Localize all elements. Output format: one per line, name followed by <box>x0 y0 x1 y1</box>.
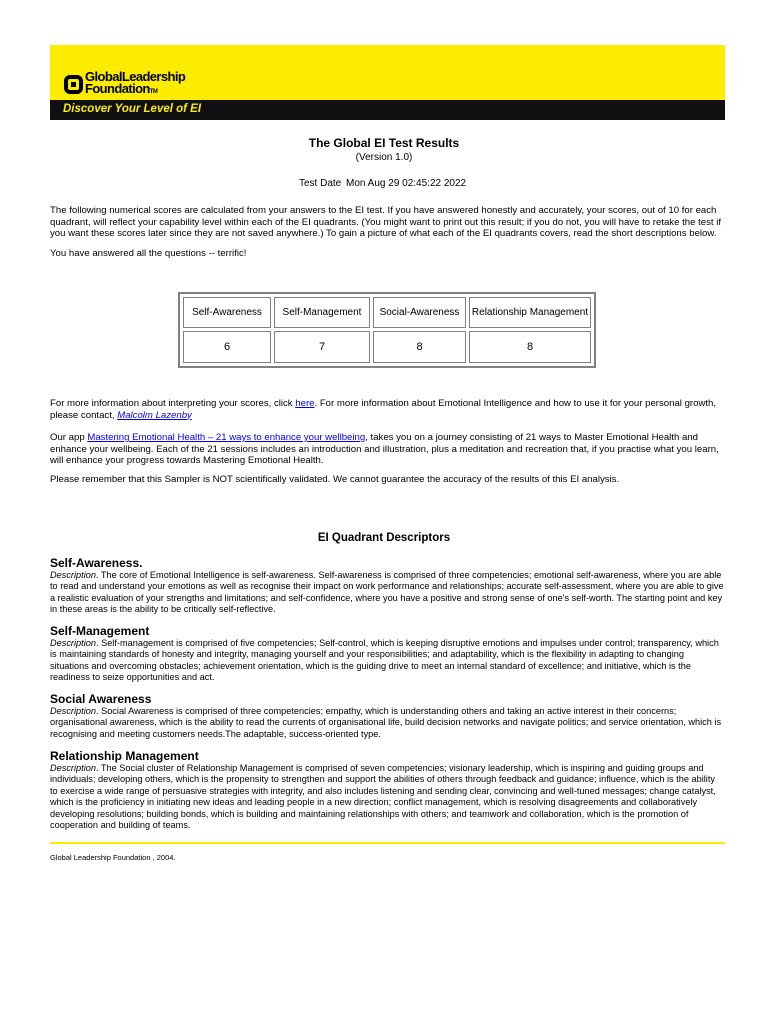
glf-logo <box>64 71 185 98</box>
heading-self-awareness: Self-Awareness. <box>50 556 143 570</box>
info-text-2: . For more information about Emotional Intelligence and how to use it for your personal growth, please contact, <box>50 398 717 421</box>
scores-header-row <box>183 297 591 328</box>
footer-divider <box>50 842 725 844</box>
scores-table <box>178 292 596 368</box>
tagline-bar <box>50 100 725 120</box>
score-self-awareness: 6 <box>183 331 271 363</box>
header-self-awareness: Self-Awareness <box>183 297 271 328</box>
score-relationship-management: 8 <box>469 331 591 363</box>
score-self-management: 7 <box>274 331 370 363</box>
test-date-label: Test Date <box>299 178 342 189</box>
heading-social-awareness: Social Awareness <box>50 692 152 706</box>
app-link[interactable]: Mastering Emotional Health – 21 ways to enhance your wellbeing <box>87 432 366 443</box>
header-self-management: Self-Management <box>274 297 370 328</box>
answered-note: You have answered all the questions -- terrific! <box>50 248 247 259</box>
logo-line2: Foundation <box>85 81 150 96</box>
scores-value-row <box>183 331 591 363</box>
desc-text: . The core of Emotional Intelligence is self-awareness. Self-awareness is comprised of three competencies; emotional self-awareness, where you are able to read and understand your emotions as well as recognise their impact on work performance and relationships; accurate self-assessment, where you are able to give a realistic evaluation of your strengths and limitations; and self-confidence, where you have a positive and strong sense of one's self-worth. The starting point and key in these areas is the ability to be critically self-reflective. <box>50 570 724 615</box>
desc-social-awareness <box>50 706 725 740</box>
desc-self-management <box>50 638 725 684</box>
page-title: The Global EI Test Results <box>308 136 460 150</box>
logo-wordmark <box>85 71 185 98</box>
desc-label: Description <box>50 570 96 580</box>
footer-copyright: Global Leadership Foundation , 2004. <box>50 853 176 862</box>
header-social-awareness: Social-Awareness <box>373 297 466 328</box>
desc-relationship-management <box>50 763 725 831</box>
desc-text: . Social Awareness is comprised of three competencies; empathy, which is understanding others and taking an active interest in their concerns; organisational awareness, which is the ability to read the currents of organisational life, build decision networks and navigate politics; and service orientation, which is recognising and meeting customers needs.The adaptable, success-oriented type. <box>50 706 722 739</box>
glf-logo-mark-icon <box>64 75 83 94</box>
header-relationship-management: Relationship Management <box>469 297 591 328</box>
header-banner <box>50 45 725 120</box>
desc-label: Description <box>50 638 96 648</box>
heading-self-management: Self-Management <box>50 624 150 638</box>
desc-text: . The Social cluster of Relationship Management is comprised of seven competencies; visionary leadership, which is inspiring and guiding groups and individuals; developing others, which is the propensity to strengthen and support the abilities of others through feedback and guidance; influence, which is the ability to exercise a wide range of persuasive strategies with integrity, and also includes listening and sending clear, convincing and well-tuned messages; change catalyst, which is the proficiency in initiating new ideas and leading people in a new direction; conflict management, which is resolving disagreements and collaboratively developing resolutions; building bonds, which is building and maintaining relationships with others; and teamwork and collaboration, which is the promotion of cooperation and building of teams. <box>50 763 716 831</box>
desc-label: Description <box>50 763 96 773</box>
version-label: (Version 1.0) <box>355 152 413 163</box>
app-paragraph <box>50 432 725 467</box>
interpret-scores-link[interactable]: here <box>295 398 315 409</box>
score-social-awareness: 8 <box>373 331 466 363</box>
heading-relationship-management: Relationship Management <box>50 749 199 763</box>
info-paragraph <box>50 398 725 421</box>
descriptors-title: EI Quadrant Descriptors <box>317 532 451 544</box>
logo-line1: GlobalLeadership <box>85 69 186 84</box>
desc-text: . Self-management is comprised of five competencies; Self-control, which is keeping disruptive emotions and impulses under control; transparency, which is maintaining standards of honesty and integrity, managing yourself and your responsibilities; and adaptability, which is the flexibility in adapting to changing situations and overcoming obstacles; achievement orientation, which is the guiding drive to meet an internal standard of excellence; and initiative, which is the readiness to seize opportunities and act. <box>50 638 719 683</box>
desc-self-awareness <box>50 570 725 616</box>
intro-paragraph: The following numerical scores are calculated from your answers to the EI test. If you have answered honestly and accurately, your scores, out of 10 for each quadrant, will reflect your capability level within each of the EI quadrants. (You might want to print out this result; if you do not, you will have to retake the test if you want these scores later since they are not saved anywhere.) To gain a picture of what each of the EI quadrants covers, read the short descriptions below. <box>50 205 722 239</box>
info-text-1: For more information about interpreting your scores, click <box>50 398 296 409</box>
test-date-value: Mon Aug 29 02:45:22 2022 <box>346 178 467 189</box>
disclaimer: Please remember that this Sampler is NOT scientifically validated. We cannot guarantee the accuracy of the results of this EI analysis. <box>50 474 620 485</box>
tagline: Discover Your Level of EI <box>63 103 202 115</box>
app-text-2: , takes you on a journey consisting of 21 ways to Master Emotional Health and enhance your wellbeing. Each of the 21 sessions includes an introduction and illustration, plus a meditation and recreation that, if you practise what you learn, will enhance your progress towards Mastering Emotional Health. <box>50 432 719 466</box>
desc-label: Description <box>50 706 96 716</box>
logo-tm: TM <box>149 89 158 95</box>
app-text-1: Our app <box>50 432 88 443</box>
contact-link[interactable]: Malcolm Lazenby <box>117 409 192 421</box>
